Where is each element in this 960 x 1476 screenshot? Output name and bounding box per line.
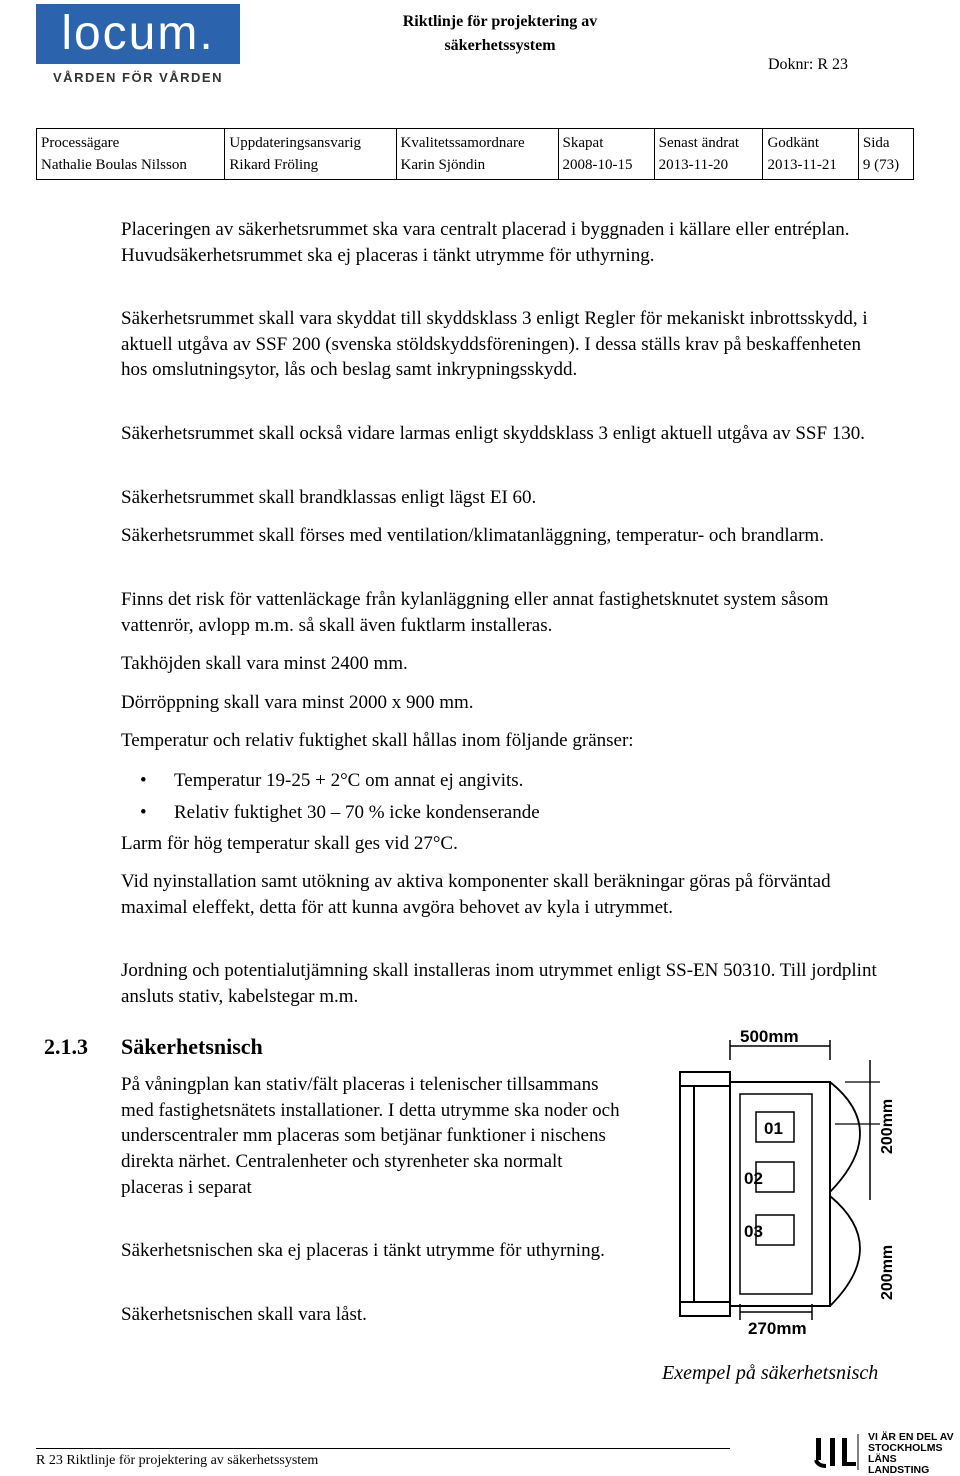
footer-text: R 23 Riktlinje för projektering av säkerhetssystem xyxy=(36,1453,319,1468)
section-title: Säkerhetsnisch xyxy=(121,1034,263,1059)
unit-label: 03 xyxy=(744,1222,763,1241)
paragraph: Larm för hög temperatur skall ges vid 27°C. xyxy=(121,833,458,854)
section-number: 2.1.3 xyxy=(44,1034,88,1059)
dim-side-label: 200mm xyxy=(879,1244,896,1300)
meta-cell: Uppdateringsansvarig Rikard Fröling xyxy=(225,129,396,180)
metadata-table xyxy=(36,128,914,180)
paragraph: Jordning och potentialutjämning skall installeras inom utrymmet enligt SS-EN 50310. Till jordplint ansluts stativ, kabelstegar m.m. xyxy=(121,960,877,1007)
paragraph: Dörröppning skall vara minst 2000 x 900 mm. xyxy=(121,692,474,713)
locum-logo: locum. xyxy=(36,4,240,64)
document-title xyxy=(360,10,640,58)
title-line-1: Riktlinje för projektering av xyxy=(402,13,598,30)
dim-top-label: 500mm xyxy=(740,1027,799,1046)
paragraph: Finns det risk för vattenläckage från kylanläggning eller annat fastighetsknutet system såsom vattenrör, avlopp m.m. så skall även fuktlarm installeras. xyxy=(121,589,829,636)
bullet-item: • Relativ fuktighet 30 – 70 % icke kondenserande xyxy=(140,802,540,823)
paragraph: Säkerhetsrummet skall vara skyddat till skyddsklass 3 enligt Regler för mekaniskt inbrottsskydd, i aktuell utgåva av SSF 200 (svenska stöldskyddsföreningen). I dessa ställs krav på beskaffenheten hos omslutningsytor, lås och beslag samt inkrypningsskydd. xyxy=(121,308,868,381)
bullet-icon: • xyxy=(140,770,147,791)
paragraph: Vid nyinstallation samt utökning av aktiva komponenter skall beräkningar göras på förväntad maximal eleffekt, detta för att kunna avgöra behovet av kyla i utrymmet. xyxy=(121,871,831,918)
paragraph: På våningplan kan stativ/fält placeras i telenischer tillsammans med fastighetsnätets installationer. I detta utrymme ska noder och underscentraler mm placeras som betjänar funktioner i nischens direkta närhet. Centralenheter och styrenheter ska normalt placeras i separat xyxy=(121,1074,620,1198)
paragraph: Takhöjden skall vara minst 2400 mm. xyxy=(121,653,408,674)
meta-cell: Skapat 2008-10-15 xyxy=(558,129,654,180)
meta-cell: Sida 9 (73) xyxy=(858,129,913,180)
dim-bottom-label: 270mm xyxy=(748,1319,807,1338)
paragraph: Säkerhetsrummet skall också vidare larmas enligt skyddsklass 3 enligt aktuell utgåva av SSF 130. xyxy=(121,423,866,444)
paragraph: Temperatur och relativ fuktighet skall hållas inom följande gränser: xyxy=(121,730,634,751)
bullet-item: • Temperatur 19-25 + 2°C om annat ej angivits. xyxy=(140,770,524,791)
document-number: Doknr: R 23 xyxy=(768,56,848,73)
footer-divider xyxy=(36,1448,730,1449)
sll-logo-icon xyxy=(812,1434,860,1470)
paragraph: Säkerhetsnischen skall vara låst. xyxy=(121,1304,367,1325)
meta-cell: Kvalitetssamordnare Karin Sjöndin xyxy=(396,129,558,180)
unit-label: 01 xyxy=(764,1119,783,1138)
paragraph: Säkerhetsrummet skall förses med ventilation/klimatanläggning, temperatur- och brandlarm. xyxy=(121,525,824,546)
paragraph: Placeringen av säkerhetsrummet ska vara centralt placerad i byggnaden i källare eller entréplan. Huvudsäkerhetsrummet ska ej placeras i tänkt utrymme för uthyrning. xyxy=(121,219,850,266)
sll-logo-text: VI ÄR EN DEL AV STOCKHOLMS LÄNS LANDSTING xyxy=(868,1431,954,1476)
title-line-2: säkerhetssystem xyxy=(444,37,556,54)
dim-side-label: 200mm xyxy=(879,1098,896,1154)
meta-cell: Senast ändrat 2013-11-20 xyxy=(654,129,763,180)
meta-cell: Godkänt 2013-11-21 xyxy=(763,129,858,180)
meta-cell: Processägare Nathalie Boulas Nilsson xyxy=(37,129,225,180)
figure-caption: Exempel på säkerhetsnisch xyxy=(662,1362,879,1384)
paragraph: Säkerhetsrummet skall brandklassas enligt lägst EI 60. xyxy=(121,487,537,508)
paragraph: Säkerhetsnischen ska ej placeras i tänkt utrymme för uthyrning. xyxy=(121,1240,605,1261)
bullet-icon: • xyxy=(140,802,147,823)
niche-diagram xyxy=(640,1020,920,1340)
unit-label: 02 xyxy=(744,1169,763,1188)
logo-tagline: VÅRDEN FÖR VÅRDEN xyxy=(53,70,223,85)
